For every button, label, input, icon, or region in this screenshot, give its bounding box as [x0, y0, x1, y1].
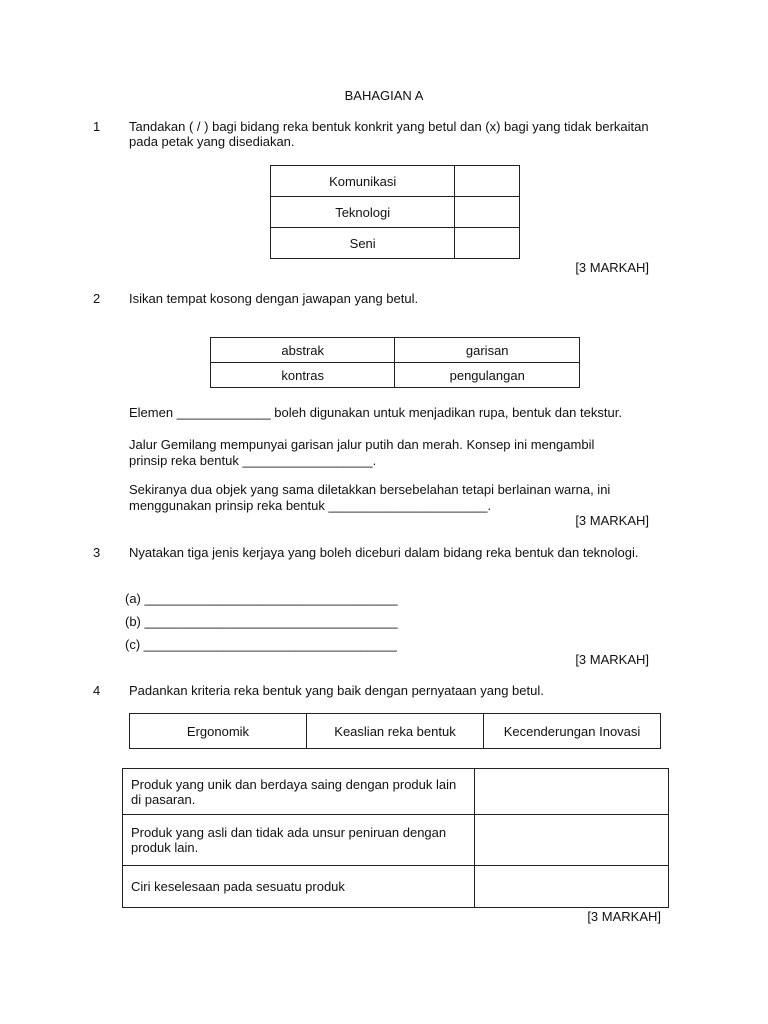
q2-sentence-3a: Sekiranya dua objek yang sama diletakkan bersebelahan tetapi berlainan warna, ini [129, 482, 611, 497]
q2-sentence-2a: Jalur Gemilang mempunyai garisan jalur putih dan merah. Konsep ini mengambil [129, 437, 595, 452]
statement: Ciri keselesaan pada sesuatu produk [123, 866, 475, 908]
q4-marks: [3 MARKAH] [587, 909, 661, 924]
q2-number: 2 [93, 291, 101, 306]
q3-text: Nyatakan tiga jenis kerjaya yang boleh diceburi dalam bidang reka bentuk dan teknologi. [129, 545, 639, 560]
q3-number: 3 [93, 545, 101, 560]
q2-word-table [210, 337, 580, 388]
q4-text: Padankan kriteria reka bentuk yang baik dengan pernyataan yang betul. [129, 683, 544, 698]
q4-criteria-table [129, 713, 661, 749]
q3-answer-c[interactable]: (c) ___________________________________ [125, 637, 397, 652]
criteria-option: Kecenderungan Inovasi [484, 714, 661, 749]
q2-sentence-2b[interactable]: prinsip reka bentuk __________________. [129, 453, 377, 468]
statement: Produk yang unik dan berdaya saing dengan produk lain di pasaran. [123, 769, 475, 815]
word-option: garisan [395, 338, 580, 363]
q1-marks: [3 MARKAH] [575, 260, 649, 275]
q4-answer-box[interactable] [475, 866, 669, 908]
word-option: kontras [211, 363, 395, 388]
q4-answer-box[interactable] [475, 769, 669, 815]
criteria-option: Ergonomik [130, 714, 307, 749]
q2-sentence-1[interactable]: Elemen _____________ boleh digunakan untuk menjadikan rupa, bentuk dan tekstur. [129, 405, 622, 420]
q1-row-label: Seni [271, 228, 455, 259]
q4-match-table [122, 768, 669, 908]
q3-answer-b[interactable]: (b) ___________________________________ [125, 614, 398, 629]
q3-answer-a[interactable]: (a) ___________________________________ [125, 591, 398, 606]
q2-sentence-3b[interactable]: menggunakan prinsip reka bentuk ______________________. [129, 498, 492, 513]
q1-number: 1 [93, 119, 101, 134]
q3-marks: [3 MARKAH] [575, 652, 649, 667]
q2-marks: [3 MARKAH] [575, 513, 649, 528]
section-title: BAHAGIAN A [344, 88, 424, 103]
q4-answer-box[interactable] [475, 815, 669, 866]
q1-row-label: Komunikasi [271, 166, 455, 197]
q2-text: Isikan tempat kosong dengan jawapan yang betul. [129, 291, 419, 306]
q1-answer-box[interactable] [455, 197, 520, 228]
word-option: abstrak [211, 338, 395, 363]
q1-answer-box[interactable] [455, 228, 520, 259]
q1-text: Tandakan ( / ) bagi bidang reka bentuk konkrit yang betul dan (x) bagi yang tidak berkaitan pada petak yang disediakan. [129, 119, 649, 149]
q4-number: 4 [93, 683, 101, 698]
criteria-option: Keaslian reka bentuk [307, 714, 484, 749]
q1-answer-box[interactable] [455, 166, 520, 197]
q1-row-label: Teknologi [271, 197, 455, 228]
statement: Produk yang asli dan tidak ada unsur peniruan dengan produk lain. [123, 815, 475, 866]
q1-table [270, 165, 520, 259]
word-option: pengulangan [395, 363, 580, 388]
